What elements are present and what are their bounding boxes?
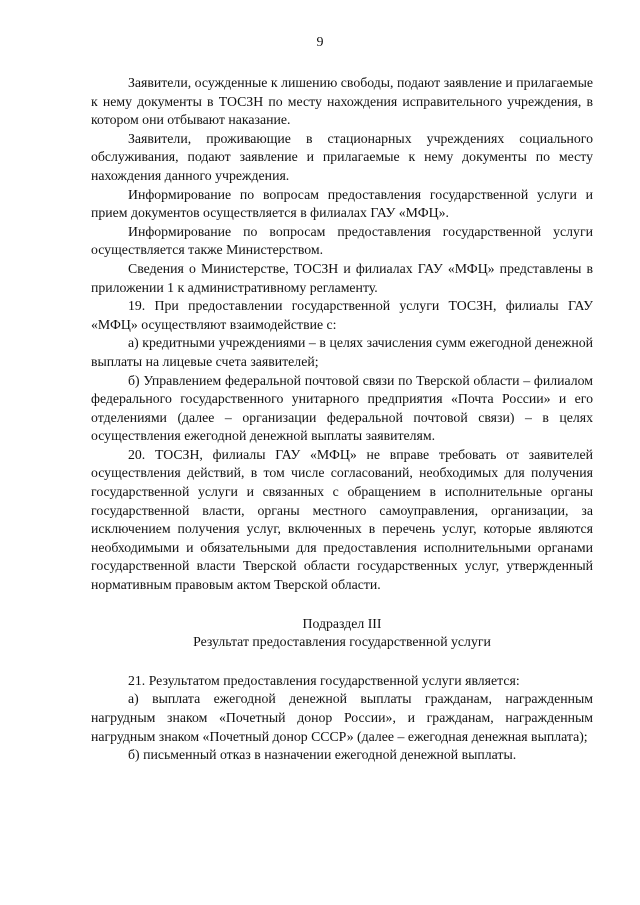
paragraph-appendix-reference: Сведения о Министерстве, ТОСЗН и филиалах ГАУ «МФЦ» представлены в приложении 1 к административному регламенту. [91, 260, 593, 295]
subsection-title: Результат предоставления государственной услуги [193, 634, 491, 650]
paragraph-residential-institutions: Заявители, проживающие в стационарных учреждениях социального обслуживания, подают заявление и прилагаемые к нему документы по месту нахождения данного учреждения. [91, 130, 593, 183]
paragraph-informing-ministry: Информирование по вопросам предоставления государственной услуги осуществляется также Министерством. [91, 223, 593, 258]
paragraph-item-21-a: а) выплата ежегодной денежной выплаты гражданам, награжденным нагрудным знаком «Почетный донор России», и гражданам, награжденным нагрудным знаком «Почетный донор СССР» (далее – ежегодная денежная выплата); [91, 691, 593, 744]
paragraph-item-21-b: б) письменный отказ в назначении ежегодной денежной выплаты. [128, 747, 517, 763]
document-body [91, 74, 593, 765]
page-number: 9 [316, 35, 324, 50]
paragraph-convicted-applicants: Заявители, осужденные к лишению свободы, подают заявление и прилагаемые к нему документы в ТОСЗН по месту нахождения исправительного учреждения, в котором они отбывают наказание. [91, 75, 593, 128]
paragraph-item-19-b: б) Управлением федеральной почтовой связи по Тверской области – филиалом федерального государственного унитарного предприятия «Почта России» и его отделениями (далее – организации федеральной почтовой связи) – в целях осуществления ежегодной денежной выплаты заявителям. [91, 372, 593, 444]
subsection-label: Подраздел III [302, 615, 382, 631]
paragraph-item-19-a: а) кредитными учреждениями – в целях зачисления сумм ежегодной денежной выплаты на лицевые счета заявителей; [91, 335, 593, 369]
paragraph-item-19: 19. При предоставлении государственной услуги ТОСЗН, филиалы ГАУ «МФЦ» осуществляют взаимодействие с: [91, 298, 593, 332]
paragraph-informing-mfc: Информирование по вопросам предоставления государственной услуги и прием документов осуществляется в филиалах ГАУ «МФЦ». [91, 186, 593, 221]
paragraph-item-21: 21. Результатом предоставления государственной услуги является: [128, 672, 520, 688]
paragraph-item-20: 20. ТОСЗН, филиалы ГАУ «МФЦ» не вправе требовать от заявителей осуществления действий, в том числе согласований, необходимых для получения государственной услуги и связанных с обращением в исполнительные органы государственной власти, органы местного самоуправления, организации, за исключением получения услуг, включенных в перечень услуг, которые являются необходимыми и обязательными для предоставления исполнительными органами государственной власти Тверской области государственных услуг, утвержденный нормативным правовым актом Тверской области. [91, 446, 593, 593]
